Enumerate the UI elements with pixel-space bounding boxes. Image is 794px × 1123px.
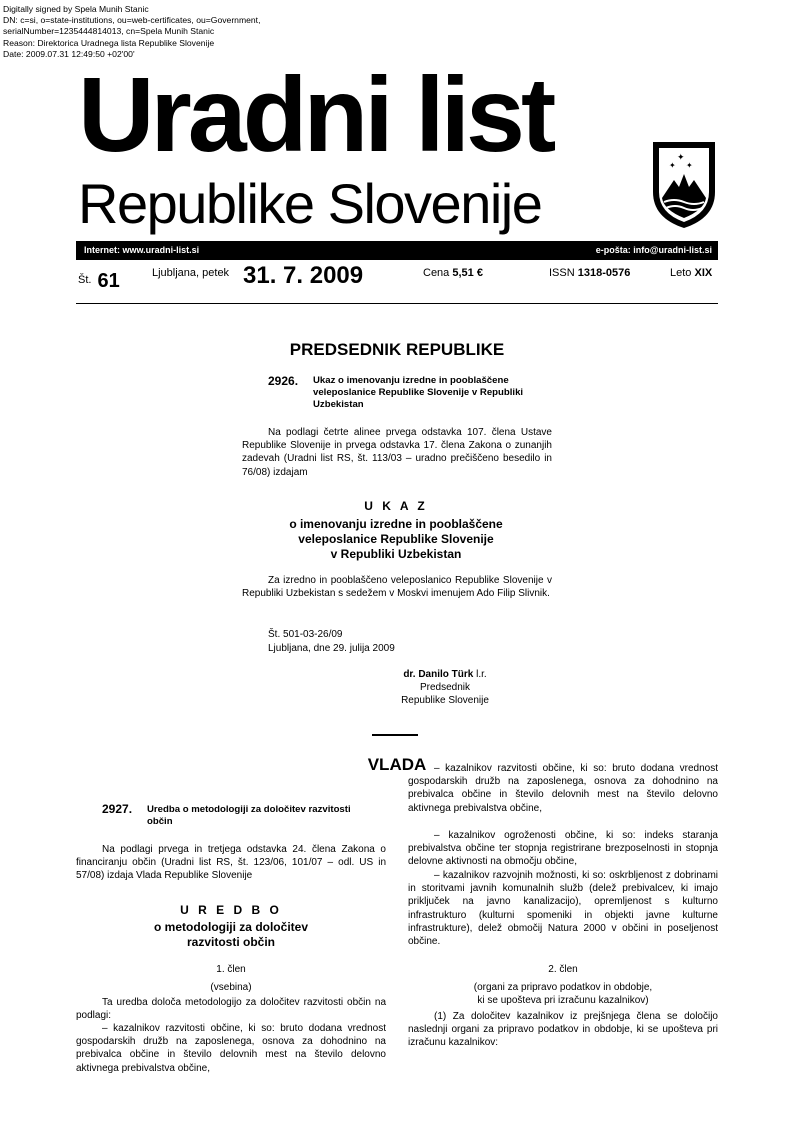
regulation-title [76,903,386,950]
regulation-intro: Na podlagi prvega in tretjega odstavka 24. člena Zakona o financiranju občin (Uradni list RS, št. 123/06, 101/07 – odl. US in 57/08) izdaja Vlada Republike Slovenije [76,844,386,882]
signature-line: serialNumber=1235444814013, cn=Spela Munih Stanic [3,26,215,37]
issue-date: 31. 7. 2009 [243,262,364,289]
act-intro: Na podlagi četrte alinee prvega odstavka 107. člena Ustave Republike Slovenije in prvega odstavka 17. člena Zakona o zunanjih zadevah (Uradni list RS, št. 113/03 – uradno prečiščeno besedilo in 76/08) izdajam [242,427,552,478]
decree-title [240,499,552,562]
act-number: 2927. [102,802,133,816]
masthead-title: Uradni list [78,56,553,174]
svg-text:✦: ✦ [677,153,685,163]
signature-line: Date: 2009.07.31 12:49:50 +02'00' [3,48,135,59]
reference-date: Ljubljana, dne 29. julija 2009 [268,643,395,654]
regulation-subtitle: o metodologiji za določitev [153,920,308,934]
digital-signature [3,4,260,60]
article-title: (vsebina) [210,982,252,993]
svg-text:✦: ✦ [686,161,693,170]
signer-name: dr. Danilo Türk [403,669,474,680]
decree-subtitle: o imenovanju izredne in pooblaščene [289,517,503,531]
decree-heading: U K A Z [364,499,428,513]
issue-year: Leto XIX [670,267,713,279]
masthead-subtitle: Republike Slovenije [78,172,542,235]
svg-text:✦: ✦ [669,161,676,170]
decree-body: Za izredno in pooblaščeno veleposlanico Republike Slovenije v Republiki Uzbekistan s sedežem v Moskvi imenujem Ado Filip Slivnik. [242,575,552,600]
act-title: Ukaz o imenovanju izredne in pooblaščene veleposlanice Republike Slovenije v Republiki Uzbekistan [313,375,524,410]
article-number: 1. člen [216,964,246,975]
article-number: 2. člen [548,964,578,975]
email-link[interactable]: e-pošta: info@uradni-list.si [595,245,712,255]
divider [76,303,718,304]
issue-issn: ISSN 1318-0576 [549,267,631,279]
article-paragraph: (1) Za določitev kazalnikov iz prejšnjega člena se določijo naslednji organi za pripravo podatkov in obdobje, ki se upošteva pri izračunu kazalnikov: [408,1011,718,1049]
signature-line: Reason: Direktorica Uradnega lista Republike Slovenije [3,37,215,48]
issue-number: Št. 61 [78,270,120,292]
article-paragraph: Ta uredba določa metodologijo za določitev razvitosti občin na podlagi: [76,997,386,1022]
act-number: 2926. [268,374,299,388]
signature-line: DN: c=si, o=state-institutions, ou=web-certificates, ou=Government, [3,15,261,26]
signer-block: dr. Danilo Türk l.r. Predsednik Republike Slovenije [345,668,545,708]
act-title: Uredba o metodologiji za določitev razvitosti občin [147,804,351,827]
issue-price: Cena 5,51 € [423,267,483,279]
decree-subtitle: v Republiki Uzbekistan [330,547,462,561]
article-paragraph: – kazalnikov ogroženosti občine, ki so: indeks staranja prebivalstva občine ter stopnja registrirane brezposelnosti in stopnja delovne aktivnosti na območju občine, [408,830,718,868]
section-heading-president: PREDSEDNIK REPUBLIKE [289,340,505,359]
internet-link[interactable]: Internet: www.uradni-list.si [84,245,200,255]
coat-of-arms-icon [650,138,718,230]
signer-role: Predsednik [419,682,471,694]
section-divider [372,734,418,736]
signature-line: Digitally signed by Spela Munih Stanic [3,4,149,14]
regulation-subtitle: razvitosti občin [186,935,275,949]
decree-subtitle: veleposlanice Republike Slovenije [298,532,494,546]
article-title: ki se upošteva pri izračunu kazalnikov) [477,995,649,1006]
article-title: (organi za pripravo podatkov in obdobje, [473,982,653,993]
article-paragraph: – kazalnikov razvojnih možnosti, ki so: oskrbljenost z dobrinami in storitvami javnih komunalnih služb (delež prebivalcev, ki imajo priključek na javno kanalizacijo), opremljenost s kulturno infrastrukturo (kulturni spomeniki in objekti javne kulturne infrastrukture), delež območij Natura 2000 v občini in poseljenost občine. [408,870,718,948]
signer-role: Republike Slovenije [401,695,489,707]
regulation-heading: U R E D B O [180,903,282,917]
masthead-contact-bar [76,241,718,260]
section-heading-government: VLADA [367,755,427,774]
article-paragraph-continued: – kazalnikov razvitosti občine, ki so: bruto dodana vrednost gospodarskih družb na zaposlenega, osnova za dohodnino na prebivalca občine in število delovnih mest na število delovno aktivnega prebivalstva občine, [408,763,718,814]
reference-number: Št. 501-03-26/09 [268,629,343,640]
article-paragraph: – kazalnikov razvitosti občine, ki so: bruto dodana vrednost gospodarskih družb na zaposlenega, osnova za dohodnino na prebivalca občine in število delovnih mest na število delovno aktivnega prebivalstva občine, [76,1023,386,1074]
issue-place-day: Ljubljana, petek [152,267,230,279]
